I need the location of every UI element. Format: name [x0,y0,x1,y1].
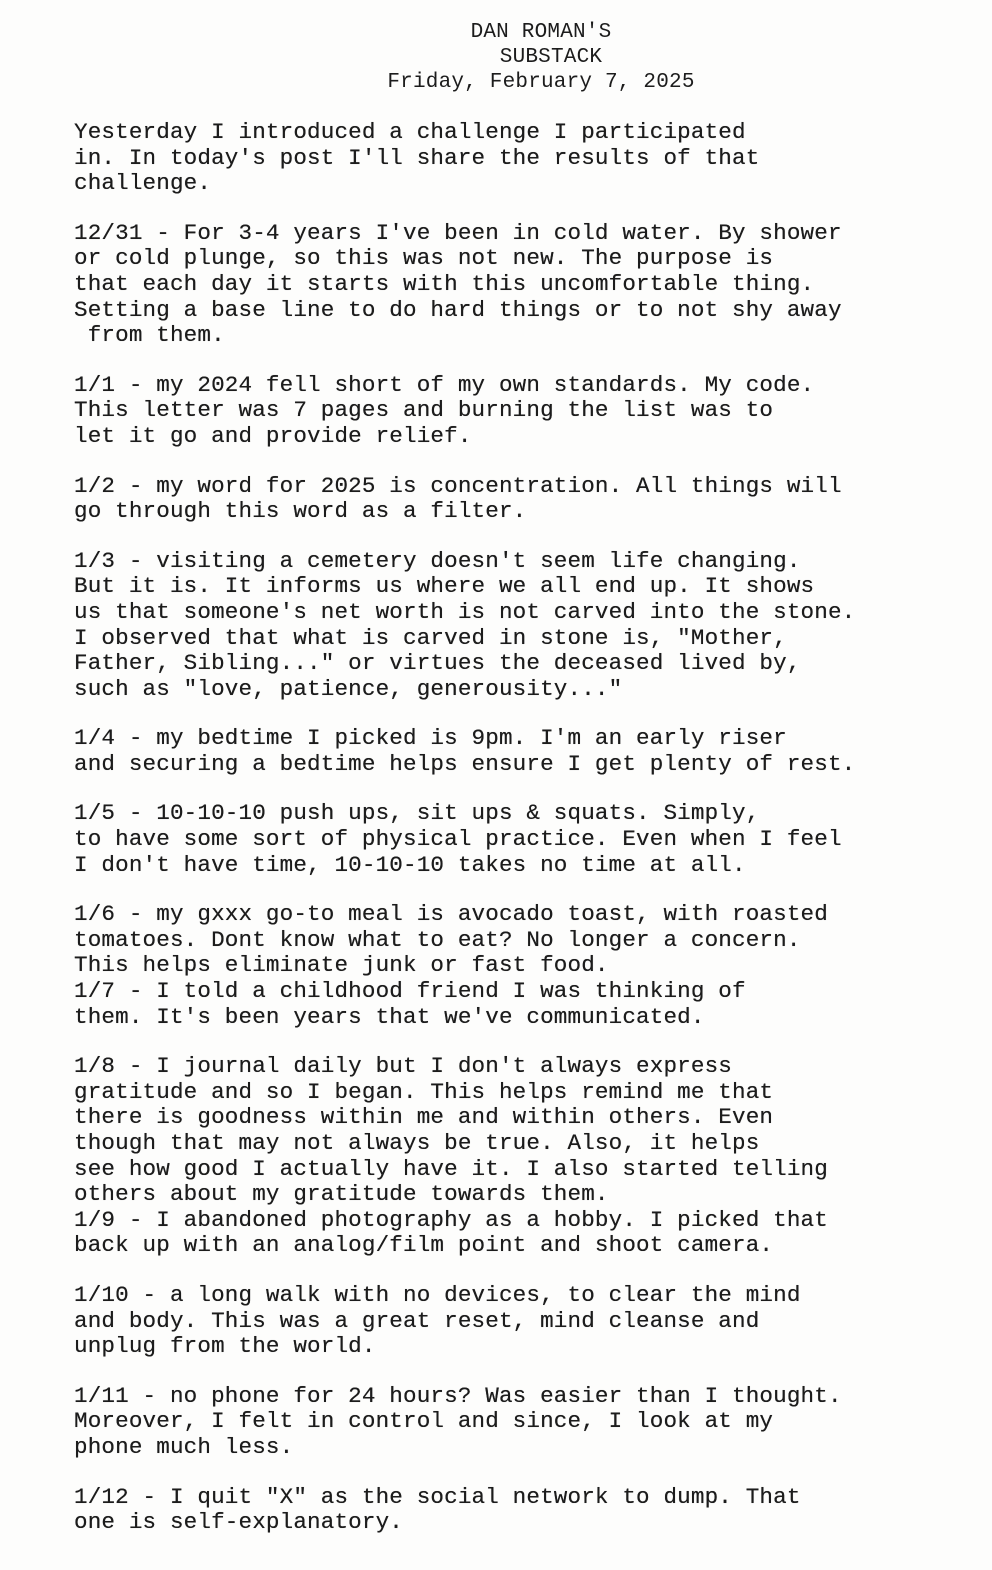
text-line: go through this word as a filter. [74,498,527,525]
text-line: 1/2 - my word for 2025 is concentration. All things will [74,472,842,499]
paragraph [74,373,954,450]
paragraph [74,726,954,777]
text-line: 1/9 - I abandoned photography as a hobby. I picked that [74,1206,828,1233]
text-line: see how good I actually have it. I also started telling [74,1155,828,1182]
text-line: them. It's been years that we've communicated. [74,1003,705,1030]
paragraph [74,1054,954,1208]
text-line: 1/1 - my 2024 fell short of my own standards. My code. [74,371,815,398]
text-line: 1/10 - a long walk with no devices, to clear the mind [74,1281,801,1308]
text-line: 12/31 - For 3-4 years I've been in cold water. By shower [74,219,842,246]
text-line: or cold plunge, so this was not new. The purpose is [74,245,774,272]
text-line: 1/7 - I told a childhood friend I was thinking of [74,978,746,1005]
text-line: challenge. [74,170,212,197]
paragraph [74,979,954,1030]
paragraph [74,1208,954,1259]
text-line: such as "love, patience, generousity..." [74,675,623,702]
text-line: 1/12 - I quit "X" as the social network to dump. That [74,1483,801,1510]
text-line: unplug from the world. [74,1333,376,1360]
text-line: I observed that what is carved in stone is, "Mother, [74,624,787,651]
text-line: Father, Sibling..." or virtues the deceased lived by, [74,650,801,677]
text-line: 1/11 - no phone for 24 hours? Was easier than I thought. [74,1382,842,1409]
text-line: back up with an analog/film point and shoot camera. [74,1232,774,1259]
text-line: from them. [74,322,225,349]
text-line: and securing a bedtime helps ensure I get plenty of rest. [74,750,856,777]
letter-body [74,120,954,1560]
paragraph [74,221,954,349]
text-line: But it is. It informs us where we all end up. It shows [74,573,815,600]
page-header [0,20,992,95]
text-line: to have some sort of physical practice. Even when I feel [74,826,842,853]
text-line: 1/3 - visiting a cemetery doesn't seem life changing. [74,547,801,574]
text-line: 1/5 - 10-10-10 push ups, sit ups & squats. Simply, [74,800,760,827]
text-line: Setting a base line to do hard things or to not shy away [74,296,842,323]
text-line: there is goodness within me and within others. Even [74,1104,774,1131]
text-line: This helps eliminate junk or fast food. [74,952,609,979]
text-line: tomatoes. Dont know what to eat? No longer a concern. [74,926,801,953]
text-line: and body. This was a great reset, mind cleanse and [74,1307,760,1334]
text-line: 1/8 - I journal daily but I don't always express [74,1053,733,1080]
text-line: that each day it starts with this uncomfortable thing. [74,270,815,297]
text-line: gratitude and so I began. This helps remind me that [74,1078,774,1105]
text-line: let it go and provide relief. [74,422,472,449]
page-subtitle: SUBSTACK [499,46,603,69]
paragraph [74,549,954,703]
text-line: others about my gratitude towards them. [74,1181,609,1208]
paragraph [74,120,954,197]
text-line: This letter was 7 pages and burning the list was to [74,397,774,424]
paragraph [74,1283,954,1360]
text-line: Moreover, I felt in control and since, I look at my [74,1408,774,1435]
page-date: Friday, February 7, 2025 [387,71,695,94]
text-line: I don't have time, 10-10-10 takes no time at all. [74,851,746,878]
page-title: DAN ROMAN'S [470,21,612,44]
paragraph [74,801,954,878]
paragraph [74,902,954,979]
text-line: one is self-explanatory. [74,1509,404,1536]
text-line: 1/4 - my bedtime I picked is 9pm. I'm an early riser [74,725,787,752]
paragraph [74,1384,954,1461]
paragraph [74,1485,954,1536]
text-line: 1/6 - my gxxx go-to meal is avocado toast, with roasted [74,901,828,928]
paragraph [74,474,954,525]
text-line: phone much less. [74,1433,294,1460]
text-line: in. In today's post I'll share the results of that [74,144,760,171]
text-line: though that may not always be true. Also, it helps [74,1130,760,1156]
text-line: Yesterday I introduced a challenge I participated [74,119,746,145]
text-line: us that someone's net worth is not carved into the stone. [74,598,856,625]
